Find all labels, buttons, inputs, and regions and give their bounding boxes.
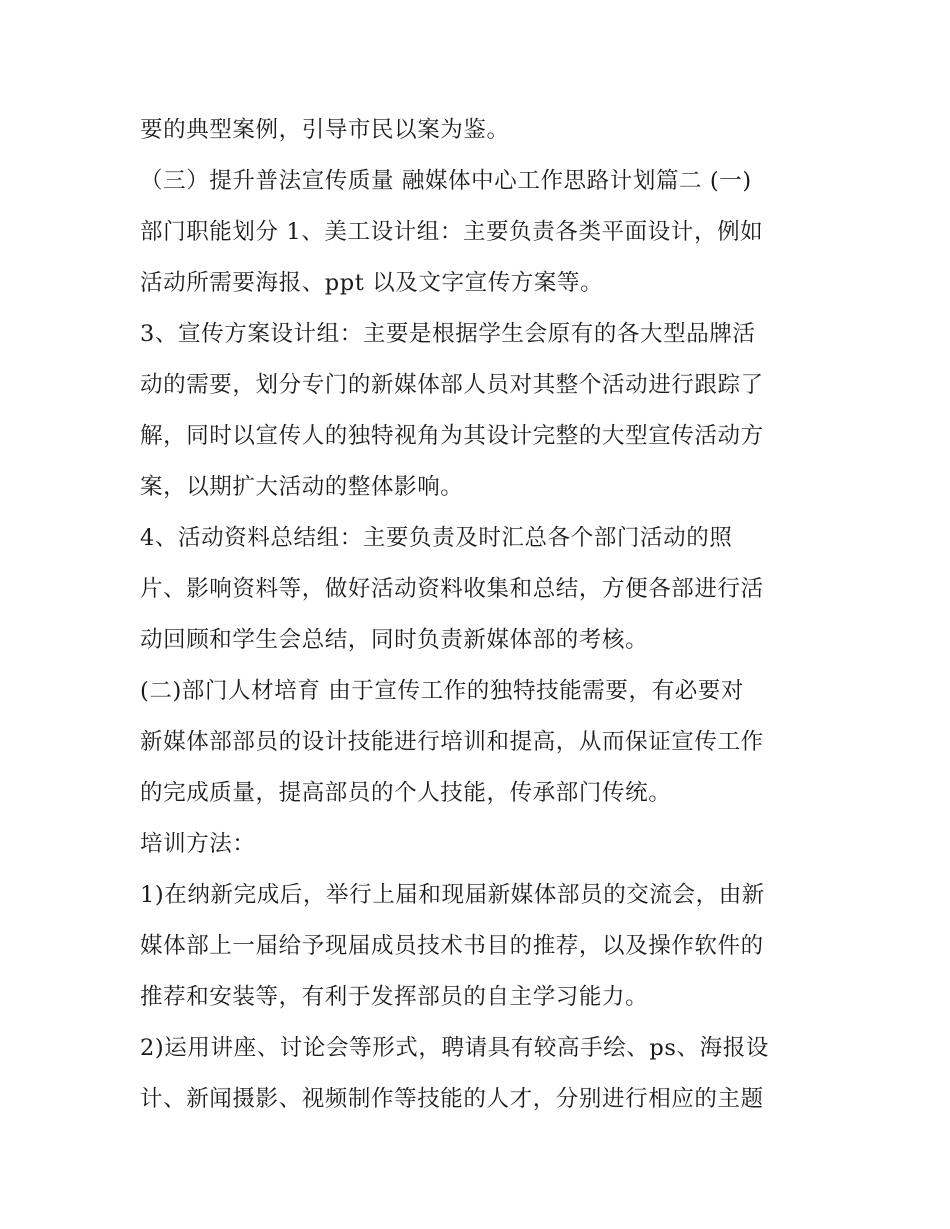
text-line: 片、影响资料等，做好活动资料收集和总结，方便各部进行活	[140, 576, 764, 602]
document-body	[140, 110, 830, 1130]
text-line: 计、新闻摄影、视频制作等技能的人才，分别进行相应的主题	[140, 1086, 764, 1112]
text-line: 的完成质量，提高部员的个人技能，传承部门传统。	[140, 780, 672, 806]
text-line: 部门职能划分 1、美工设计组：主要负责各类平面设计，例如	[140, 219, 764, 245]
text-line: 案，以期扩大活动的整体影响。	[140, 474, 464, 500]
text-line: 2)运用讲座、讨论会等形式，聘请具有较高手绘、ps、海报设	[140, 1035, 769, 1061]
text-line: 4、活动资料总结组：主要负责及时汇总各个部门活动的照	[140, 525, 733, 551]
text-line: 1)在纳新完成后，举行上届和现届新媒体部员的交流会，由新	[140, 882, 765, 908]
text-line: (二)部门人材培育 由于宣传工作的独特技能需要，有必要对	[140, 678, 745, 704]
text-line: 媒体部上一届给予现届成员技术书目的推荐，以及操作软件的	[140, 933, 764, 959]
text-line: （三）提升普法宣传质量 融媒体中心工作思路计划篇二 (一)	[140, 168, 752, 194]
text-line: 动回顾和学生会总结，同时负责新媒体部的考核。	[140, 627, 649, 653]
text-line: 培训方法：	[140, 831, 256, 857]
text-line: 3、宣传方案设计组：主要是根据学生会原有的各大型品牌活	[140, 321, 756, 347]
text-line: 新媒体部部员的设计技能进行培训和提高，从而保证宣传工作	[140, 729, 764, 755]
text-line: 要的典型案例，引导市民以案为鉴。	[140, 117, 510, 143]
text-line: 活动所需要海报、ppt 以及文字宣传方案等。	[140, 270, 604, 296]
text-line: 推荐和安装等，有利于发挥部员的自主学习能力。	[140, 984, 649, 1010]
text-line: 解，同时以宣传人的独特视角为其设计完整的大型宣传活动方	[140, 423, 764, 449]
text-line: 动的需要，划分专门的新媒体部人员对其整个活动进行跟踪了	[140, 372, 764, 398]
